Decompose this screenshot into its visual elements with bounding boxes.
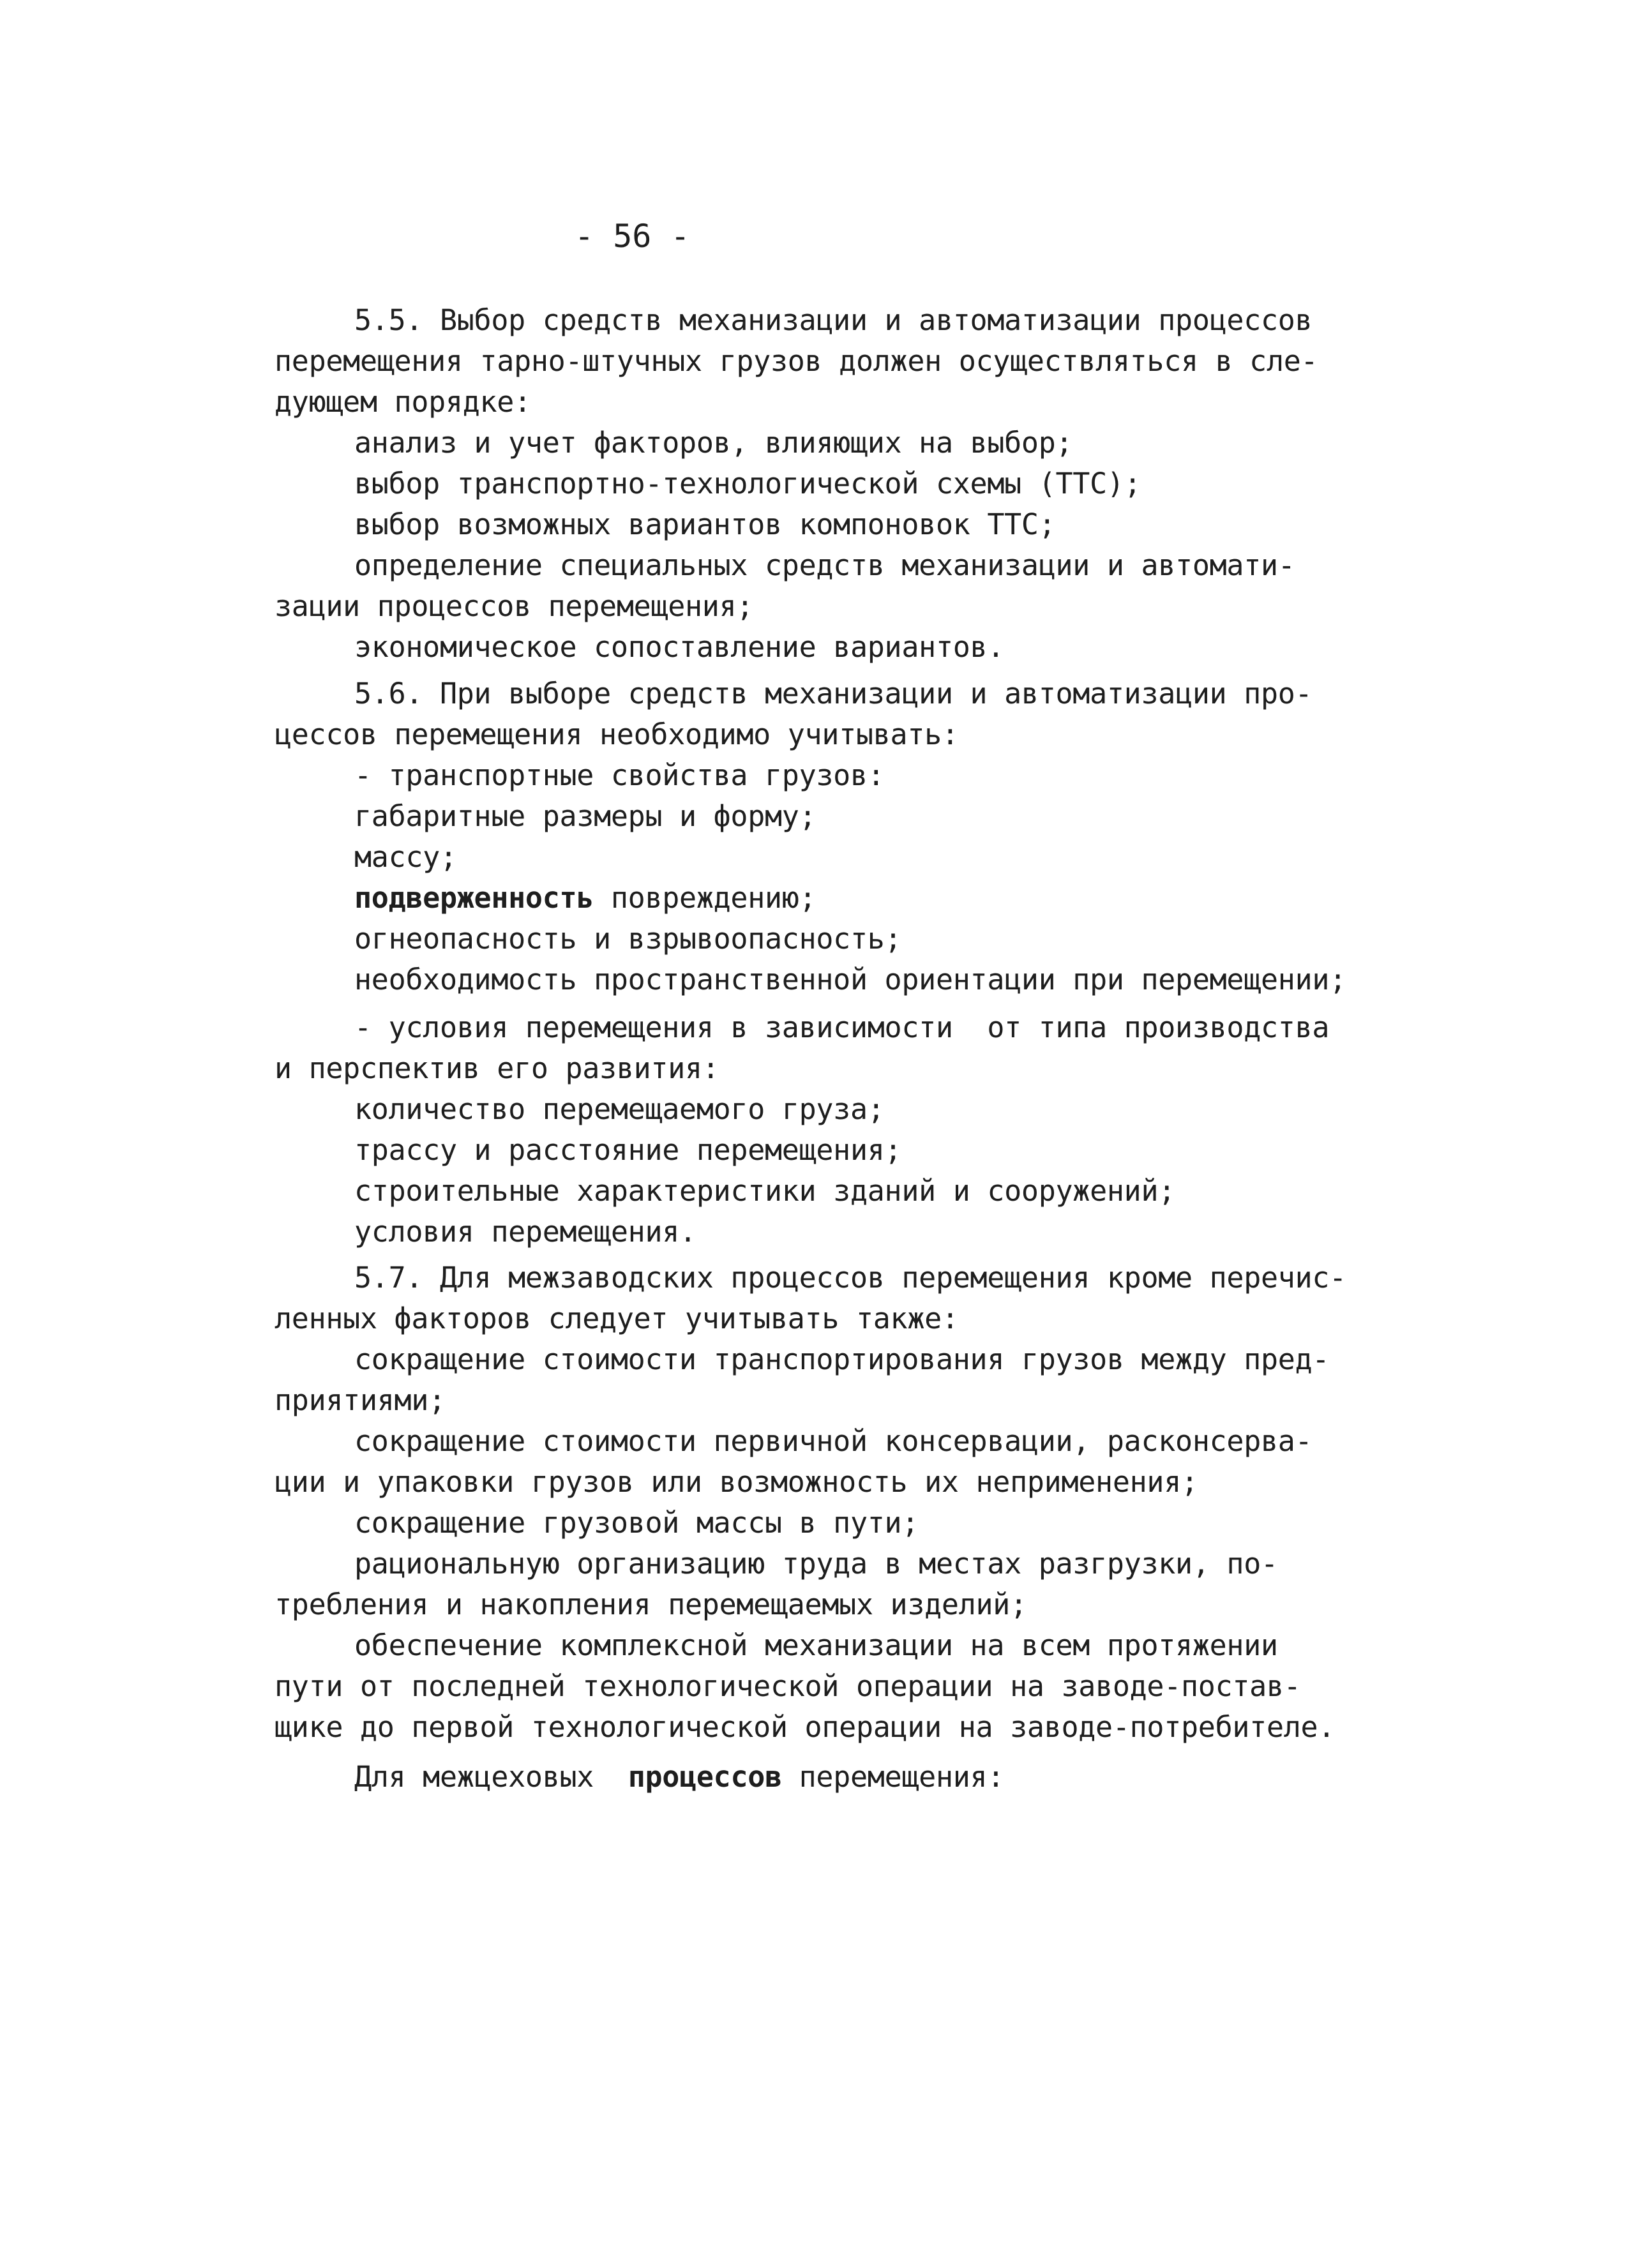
list-item: экономическое сопоставление вариантов. <box>354 630 1005 664</box>
list-item: строительные характеристики зданий и сооружений; <box>354 1174 1176 1208</box>
list-item: выбор возможных вариантов компоновок ТТС; <box>354 507 1056 541</box>
list-item: массу; <box>354 840 457 874</box>
list-item: сокращение стоимости транспортирования грузов между пред- <box>354 1342 1330 1376</box>
paragraph-line: перемещения тарно-штучных грузов должен осуществляться в сле- <box>275 344 1318 378</box>
list-group-heading-continuation: и перспектив его развития: <box>275 1051 719 1085</box>
paragraph-text: Для межцеховых <box>354 1760 628 1794</box>
list-item-continuation: зации процессов перемещения; <box>275 589 754 623</box>
emphasis-text: процессов <box>628 1760 782 1794</box>
list-group-heading: - условия перемещения в зависимости от типа производства <box>354 1010 1330 1044</box>
paragraph-line <box>354 1757 1004 1798</box>
list-item: огнеопасность и взрывоопасность; <box>354 922 902 956</box>
paragraph-line: 5.5. Выбор средств механизации и автоматизации процессов <box>354 303 1313 337</box>
paragraph-line: 5.6. При выборе средств механизации и автоматизации про- <box>354 677 1313 710</box>
list-item-continuation: щике до первой технологической операции на заводе-потребителе. <box>275 1710 1336 1744</box>
list-item: количество перемещаемого груза; <box>354 1092 885 1126</box>
paragraph-line: дующем порядке: <box>275 385 531 419</box>
paragraph-text: перемещения: <box>781 1760 1005 1794</box>
list-item: трассу и расстояние перемещения; <box>354 1133 902 1167</box>
list-item-continuation: приятиями; <box>275 1383 446 1417</box>
list-group-heading: - транспортные свойства грузов: <box>354 758 885 792</box>
paragraph-line: 5.7. Для межзаводских процессов перемещения кроме перечис- <box>354 1261 1346 1295</box>
list-item <box>354 878 816 919</box>
list-item-continuation: ции и упаковки грузов или возможность их неприменения; <box>275 1465 1198 1499</box>
list-item: определение специальных средств механизации и автомати- <box>354 548 1295 582</box>
emphasis-text: подверженность <box>354 881 594 915</box>
list-item: рациональную организацию труда в местах разгрузки, по- <box>354 1547 1278 1581</box>
paragraph-line: ленных факторов следует учитывать также: <box>275 1302 959 1335</box>
paragraph-line: цессов перемещения необходимо учитывать: <box>275 717 959 751</box>
list-item: необходимость пространственной ориентации при перемещении; <box>354 963 1346 996</box>
list-item: сокращение стоимости первичной консервации, расконсерва- <box>354 1424 1313 1458</box>
list-item: условия перемещения. <box>354 1215 696 1249</box>
page-number: - 56 - <box>575 218 690 255</box>
list-item: габаритные размеры и форму; <box>354 799 816 833</box>
list-item: анализ и учет факторов, влияющих на выбор; <box>354 426 1073 460</box>
list-item-continuation: требления и накопления перемещаемых изделий; <box>275 1588 1027 1621</box>
list-item-text: повреждению; <box>594 881 816 915</box>
list-item-continuation: пути от последней технологической операции на заводе-постав- <box>275 1669 1301 1703</box>
list-item: обеспечение комплексной механизации на всем протяжении <box>354 1628 1278 1662</box>
list-item: выбор транспортно-технологической схемы (ТТС); <box>354 467 1141 500</box>
list-item: сокращение грузовой массы в пути; <box>354 1506 919 1540</box>
